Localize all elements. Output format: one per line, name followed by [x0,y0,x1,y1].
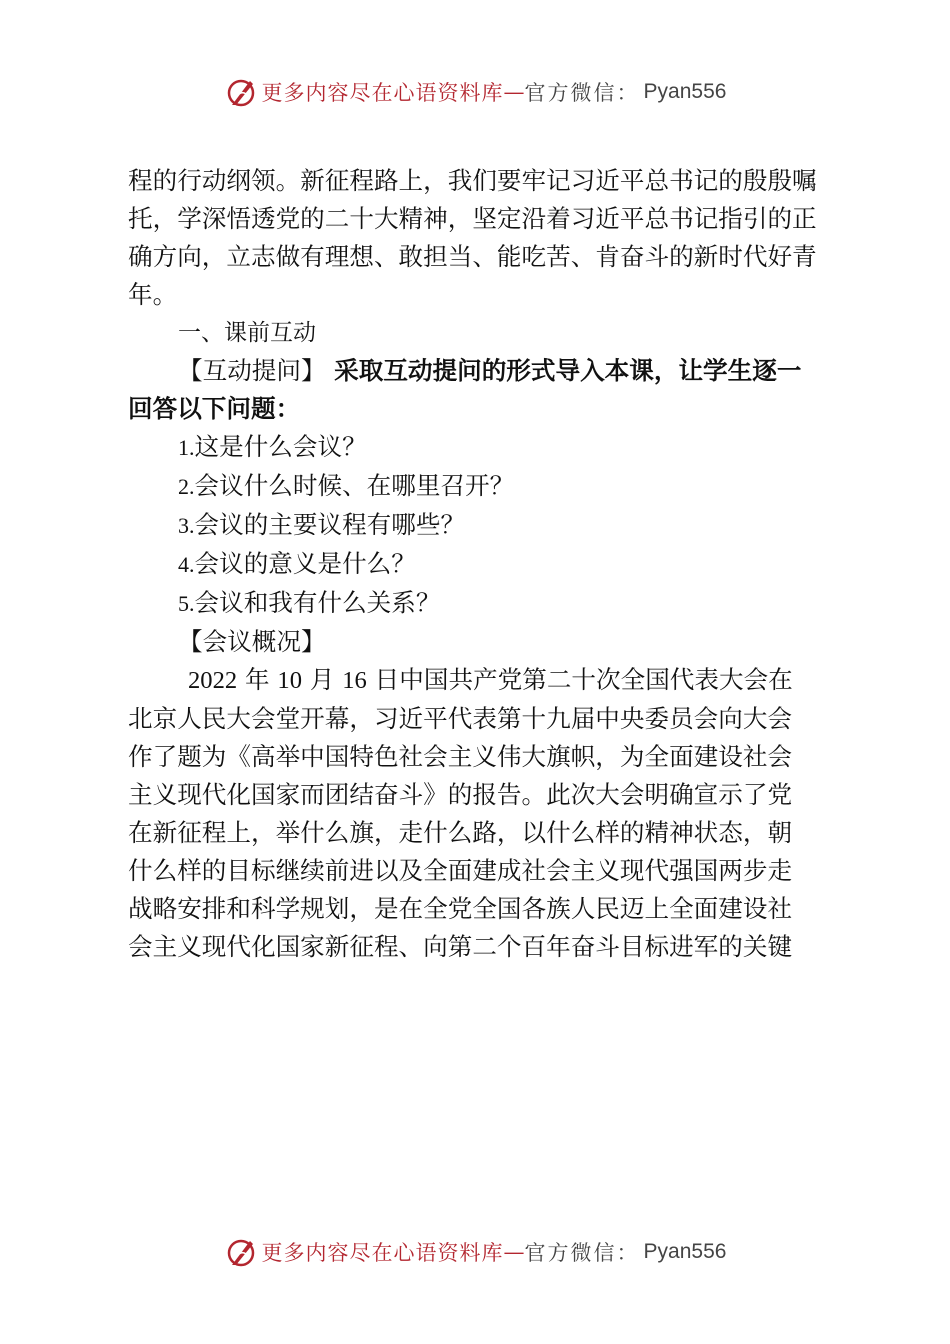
overview-line: 作了题为《高举中国特色社会主义伟大旗帜，为全面建设社会 [128,742,793,771]
banner-slogan: 更多内容尽在心语资料库 [261,81,504,105]
banner-slogan: 更多内容尽在心语资料库 [261,1241,504,1265]
banner-wechat-id: Pyan556 [643,1240,727,1263]
overview-label: 【会议概况】 [178,627,326,656]
overview-line: 北京人民大会堂开幕，习近平代表第十九届中央委员会向大会 [128,704,793,733]
overview-first-line: 2022 年 10 月 16 日中国共产党第二十次全国代表大会在 [188,665,793,694]
intro-line: 年。 [128,280,178,309]
interactive-text: 采取互动提问的形式导入本课，让学生逐一 [325,356,802,385]
intro-line: 程的行动纲领。新征程路上，我们要牢记习近平总书记的殷殷嘱 [128,166,817,195]
question-item: 1.这是什么会议？ [178,432,367,461]
question-item: 5.会议和我有什么关系？ [178,588,441,617]
question-item: 4.会议的意义是什么？ [178,549,416,578]
banner-wechat-label: 官方微信： [524,1241,640,1265]
banner-dash: — [503,1240,525,1264]
overview-line: 什么样的目标继续前进以及全面建成社会主义现代强国两步走 [128,856,793,885]
overview-line: 在新征程上，举什么旗，走什么路，以什么样的精神状态，朝 [128,818,793,847]
interactive-label: 【互动提问】 [178,356,326,385]
interactive-text-cont: 回答以下问题： [128,394,301,423]
document-body [128,162,828,966]
interactive-question-line [128,352,828,390]
question-item: 3.会议的主要议程有哪些？ [178,510,466,539]
quill-pen-logo-icon [224,75,258,109]
intro-line: 托，学深悟透党的二十大精神，坚定沿着习近平总书记指引的正 [128,204,817,233]
overview-line: 主义现代化国家而团结奋斗》的报告。此次大会明确宣示了党 [128,780,793,809]
overview-line: 战略安排和科学规划，是在全党全国各族人民迈上全面建设社 [128,894,793,923]
banner-wechat-label: 官方微信： [524,81,640,105]
question-item: 2.会议什么时候、在哪里召开？ [178,471,515,500]
section-heading: 一、课前互动 [178,320,316,346]
intro-line: 确方向，立志做有理想、敢担当、能吃苦、肯奋斗的新时代好青 [128,242,817,271]
quill-pen-logo-icon [224,1235,258,1269]
overview-line: 会主义现代化国家新征程、向第二个百年奋斗目标进军的关键 [128,932,793,961]
banner-dash: — [503,80,525,104]
footer-banner [0,1232,950,1272]
banner-wechat-id: Pyan556 [643,80,727,103]
header-banner [0,72,950,112]
